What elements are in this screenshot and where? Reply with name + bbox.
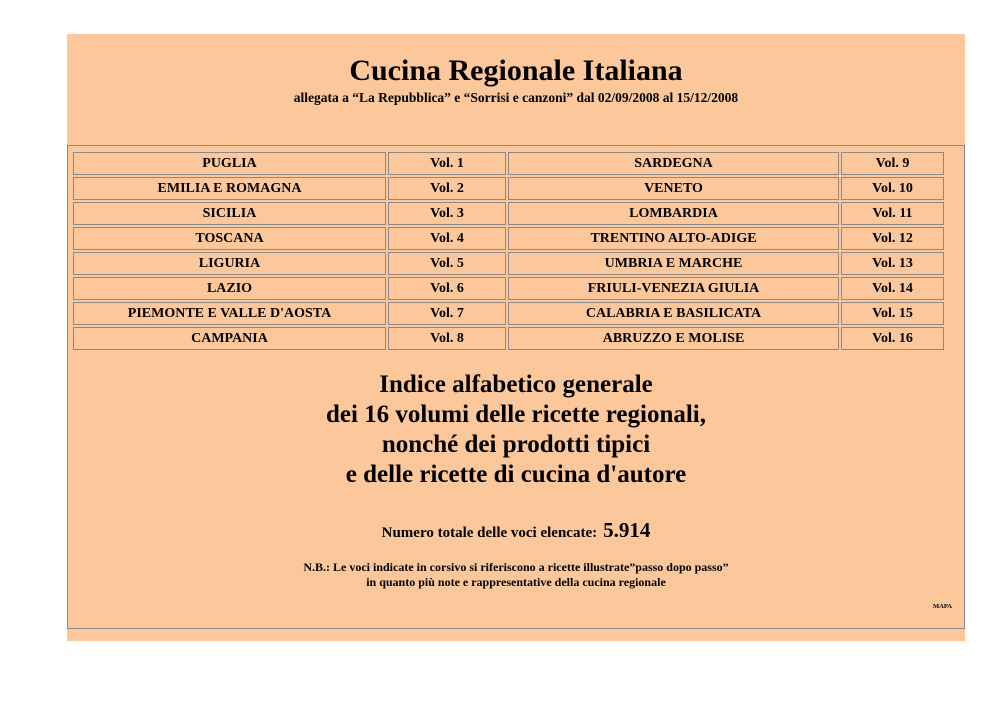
footnote-line: in quanto più note e rappresentative della cucina regionale	[366, 575, 666, 589]
region-cell: TRENTINO ALTO-ADIGE	[508, 227, 839, 250]
content-panel	[67, 145, 965, 629]
total-entries	[68, 518, 964, 543]
table-row	[73, 227, 944, 250]
region-cell: LAZIO	[73, 277, 386, 300]
page-title: Cucina Regionale Italiana	[349, 54, 683, 87]
region-cell: EMILIA E ROMAGNA	[73, 177, 386, 200]
volume-cell: Vol. 9	[841, 152, 944, 175]
index-heading	[68, 370, 964, 490]
region-cell: LOMBARDIA	[508, 202, 839, 225]
table-row	[73, 152, 944, 175]
cover-page	[67, 34, 965, 641]
volume-cell: Vol. 3	[388, 202, 506, 225]
volume-cell: Vol. 6	[388, 277, 506, 300]
table-row	[73, 252, 944, 275]
total-value: 5.914	[603, 518, 651, 542]
table-row	[73, 202, 944, 225]
region-cell: SARDEGNA	[508, 152, 839, 175]
region-cell: PIEMONTE E VALLE D'AOSTA	[73, 302, 386, 325]
region-cell: CAMPANIA	[73, 327, 386, 350]
region-cell: LIGURIA	[73, 252, 386, 275]
table-row	[73, 277, 944, 300]
footnote-line: N.B.: Le voci indicate in corsivo si riferiscono a ricette illustrate”passo dopo passo”	[303, 560, 729, 574]
volume-cell: Vol. 11	[841, 202, 944, 225]
footnote	[68, 560, 964, 590]
table-row	[73, 177, 944, 200]
volume-cell: Vol. 15	[841, 302, 944, 325]
volume-cell: Vol. 1	[388, 152, 506, 175]
volume-cell: Vol. 5	[388, 252, 506, 275]
volume-cell: Vol. 16	[841, 327, 944, 350]
volume-cell: Vol. 14	[841, 277, 944, 300]
region-cell: SICILIA	[73, 202, 386, 225]
volume-cell: Vol. 13	[841, 252, 944, 275]
heading-line: nonché dei prodotti tipici	[381, 431, 651, 458]
region-cell: VENETO	[508, 177, 839, 200]
table-row	[73, 302, 944, 325]
region-cell: TOSCANA	[73, 227, 386, 250]
volumes-table	[71, 150, 946, 352]
page-subtitle: allegata a “La Repubblica” e “Sorrisi e canzoni” dal 02/09/2008 al 15/12/2008	[293, 90, 739, 105]
volume-cell: Vol. 12	[841, 227, 944, 250]
volume-cell: Vol. 4	[388, 227, 506, 250]
region-cell: CALABRIA E BASILICATA	[508, 302, 839, 325]
volume-cell: Vol. 10	[841, 177, 944, 200]
heading-line: dei 16 volumi delle ricette regionali,	[325, 401, 707, 428]
table-row	[73, 327, 944, 350]
total-label: Numero totale delle voci elencate:	[381, 525, 598, 541]
heading-line: Indice alfabetico generale	[379, 371, 653, 398]
region-cell: FRIULI-VENEZIA GIULIA	[508, 277, 839, 300]
author-signature: MAPA	[932, 603, 952, 610]
heading-line: e delle ricette di cucina d'autore	[345, 461, 687, 488]
volume-cell: Vol. 8	[388, 327, 506, 350]
volume-cell: Vol. 7	[388, 302, 506, 325]
region-cell: UMBRIA E MARCHE	[508, 252, 839, 275]
region-cell: ABRUZZO E MOLISE	[508, 327, 839, 350]
region-cell: PUGLIA	[73, 152, 386, 175]
volume-cell: Vol. 2	[388, 177, 506, 200]
